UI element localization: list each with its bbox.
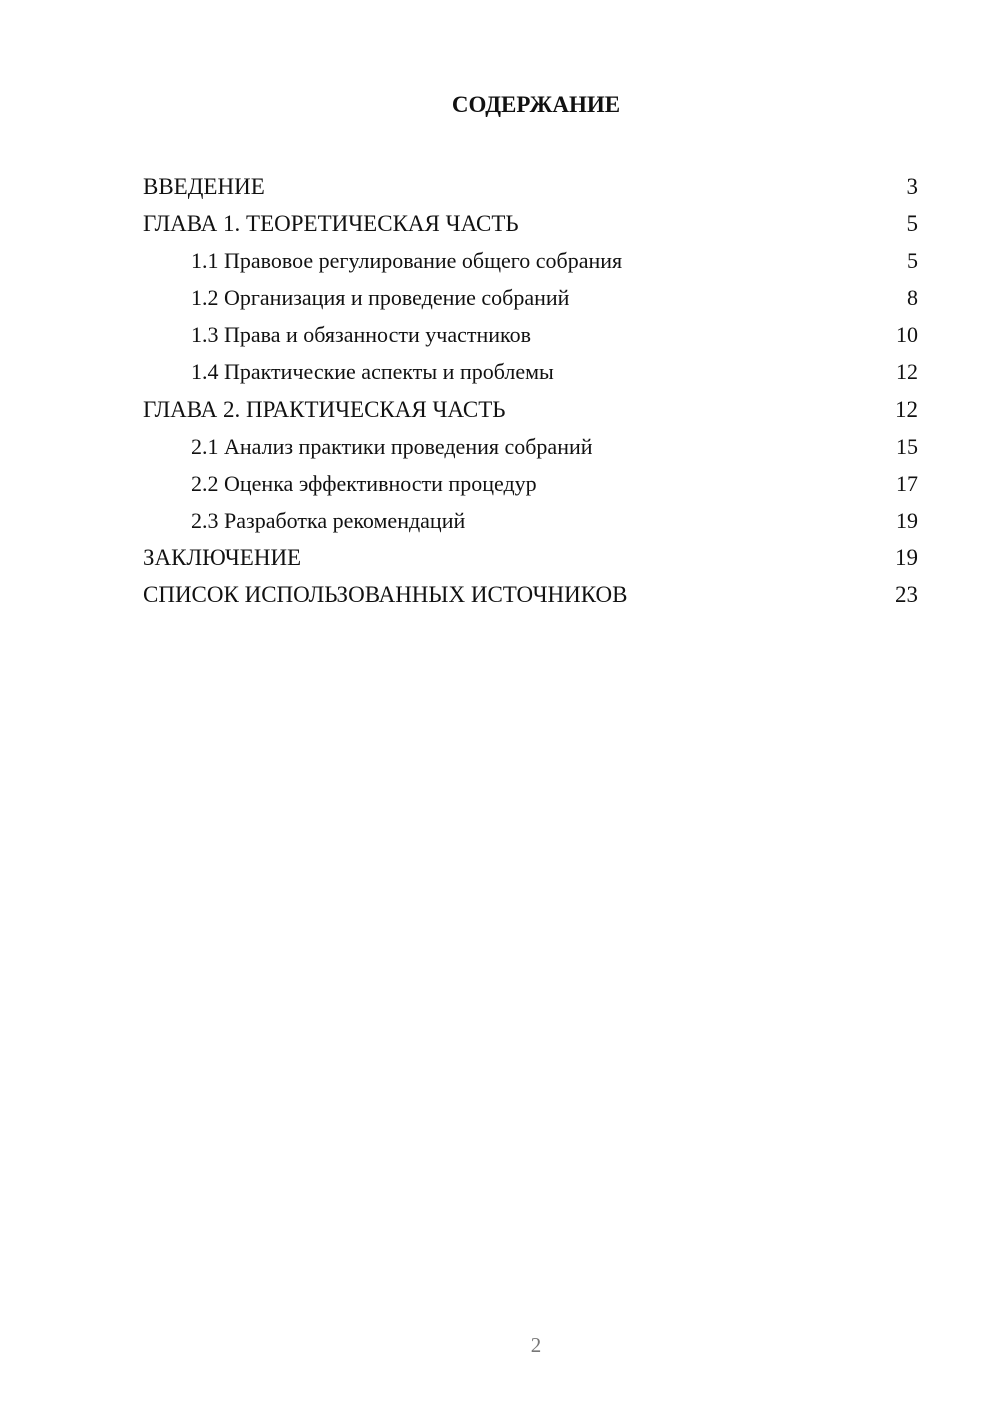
toc-entry-chapter-2 <box>143 391 918 428</box>
toc-entry-page: 19 <box>895 544 918 570</box>
toc-entry-label: СПИСОК ИСПОЛЬЗОВАННЫХ ИСТОЧНИКОВ <box>143 582 628 608</box>
toc-entry-page: 5 <box>907 248 918 274</box>
toc-entry-references <box>143 576 918 613</box>
toc-entry-label: 1.4 Практические аспекты и проблемы <box>191 359 554 385</box>
toc-entry-section-2-2 <box>143 465 918 502</box>
toc-entry-section-2-3 <box>143 502 918 539</box>
toc-entry-section-1-3 <box>143 316 918 353</box>
page-number: 2 <box>530 1333 542 1357</box>
toc-entry-section-1-1 <box>143 242 918 279</box>
toc-entry-page: 3 <box>906 174 918 199</box>
toc-entry-label: 2.3 Разработка рекомендаций <box>191 507 466 533</box>
toc-entry-section-2-1 <box>143 428 918 465</box>
toc-entry-chapter-1 <box>143 205 918 242</box>
toc-entry-label: 1.3 Права и обязанности участников <box>191 322 531 348</box>
toc-entry-page: 19 <box>896 507 918 533</box>
toc-entry-page: 15 <box>896 433 918 459</box>
toc-entry-conclusion <box>143 539 918 576</box>
toc-entry-label: ГЛАВА 2. ПРАКТИЧЕСКАЯ ЧАСТЬ <box>143 396 506 422</box>
toc-entry-page: 12 <box>896 359 918 385</box>
toc-entry-label: 1.1 Правовое регулирование общего собрания <box>191 248 623 274</box>
toc-entry-label: 2.1 Анализ практики проведения собраний <box>191 433 593 459</box>
table-of-contents <box>143 168 918 613</box>
toc-entry-label: ЗАКЛЮЧЕНИЕ <box>143 544 302 570</box>
toc-entry-label: 1.2 Организация и проведение собраний <box>191 285 570 311</box>
toc-entry-page: 17 <box>896 470 918 496</box>
toc-entry-page: 5 <box>906 211 918 237</box>
toc-entry-page: 8 <box>907 285 918 311</box>
toc-entry-page: 23 <box>895 582 918 608</box>
toc-entry-section-1-4 <box>143 353 918 390</box>
toc-entry-label: ВВЕДЕНИЕ <box>143 174 265 199</box>
page-title: СОДЕРЖАНИЕ <box>451 92 621 117</box>
toc-entry-section-1-2 <box>143 279 918 316</box>
toc-entry-page: 10 <box>896 322 918 348</box>
toc-entry-label: 2.2 Оценка эффективности процедур <box>191 470 537 496</box>
toc-entry-page: 12 <box>895 396 918 422</box>
toc-entry-introduction <box>143 168 918 205</box>
toc-entry-label: ГЛАВА 1. ТЕОРЕТИЧЕСКАЯ ЧАСТЬ <box>143 211 519 237</box>
